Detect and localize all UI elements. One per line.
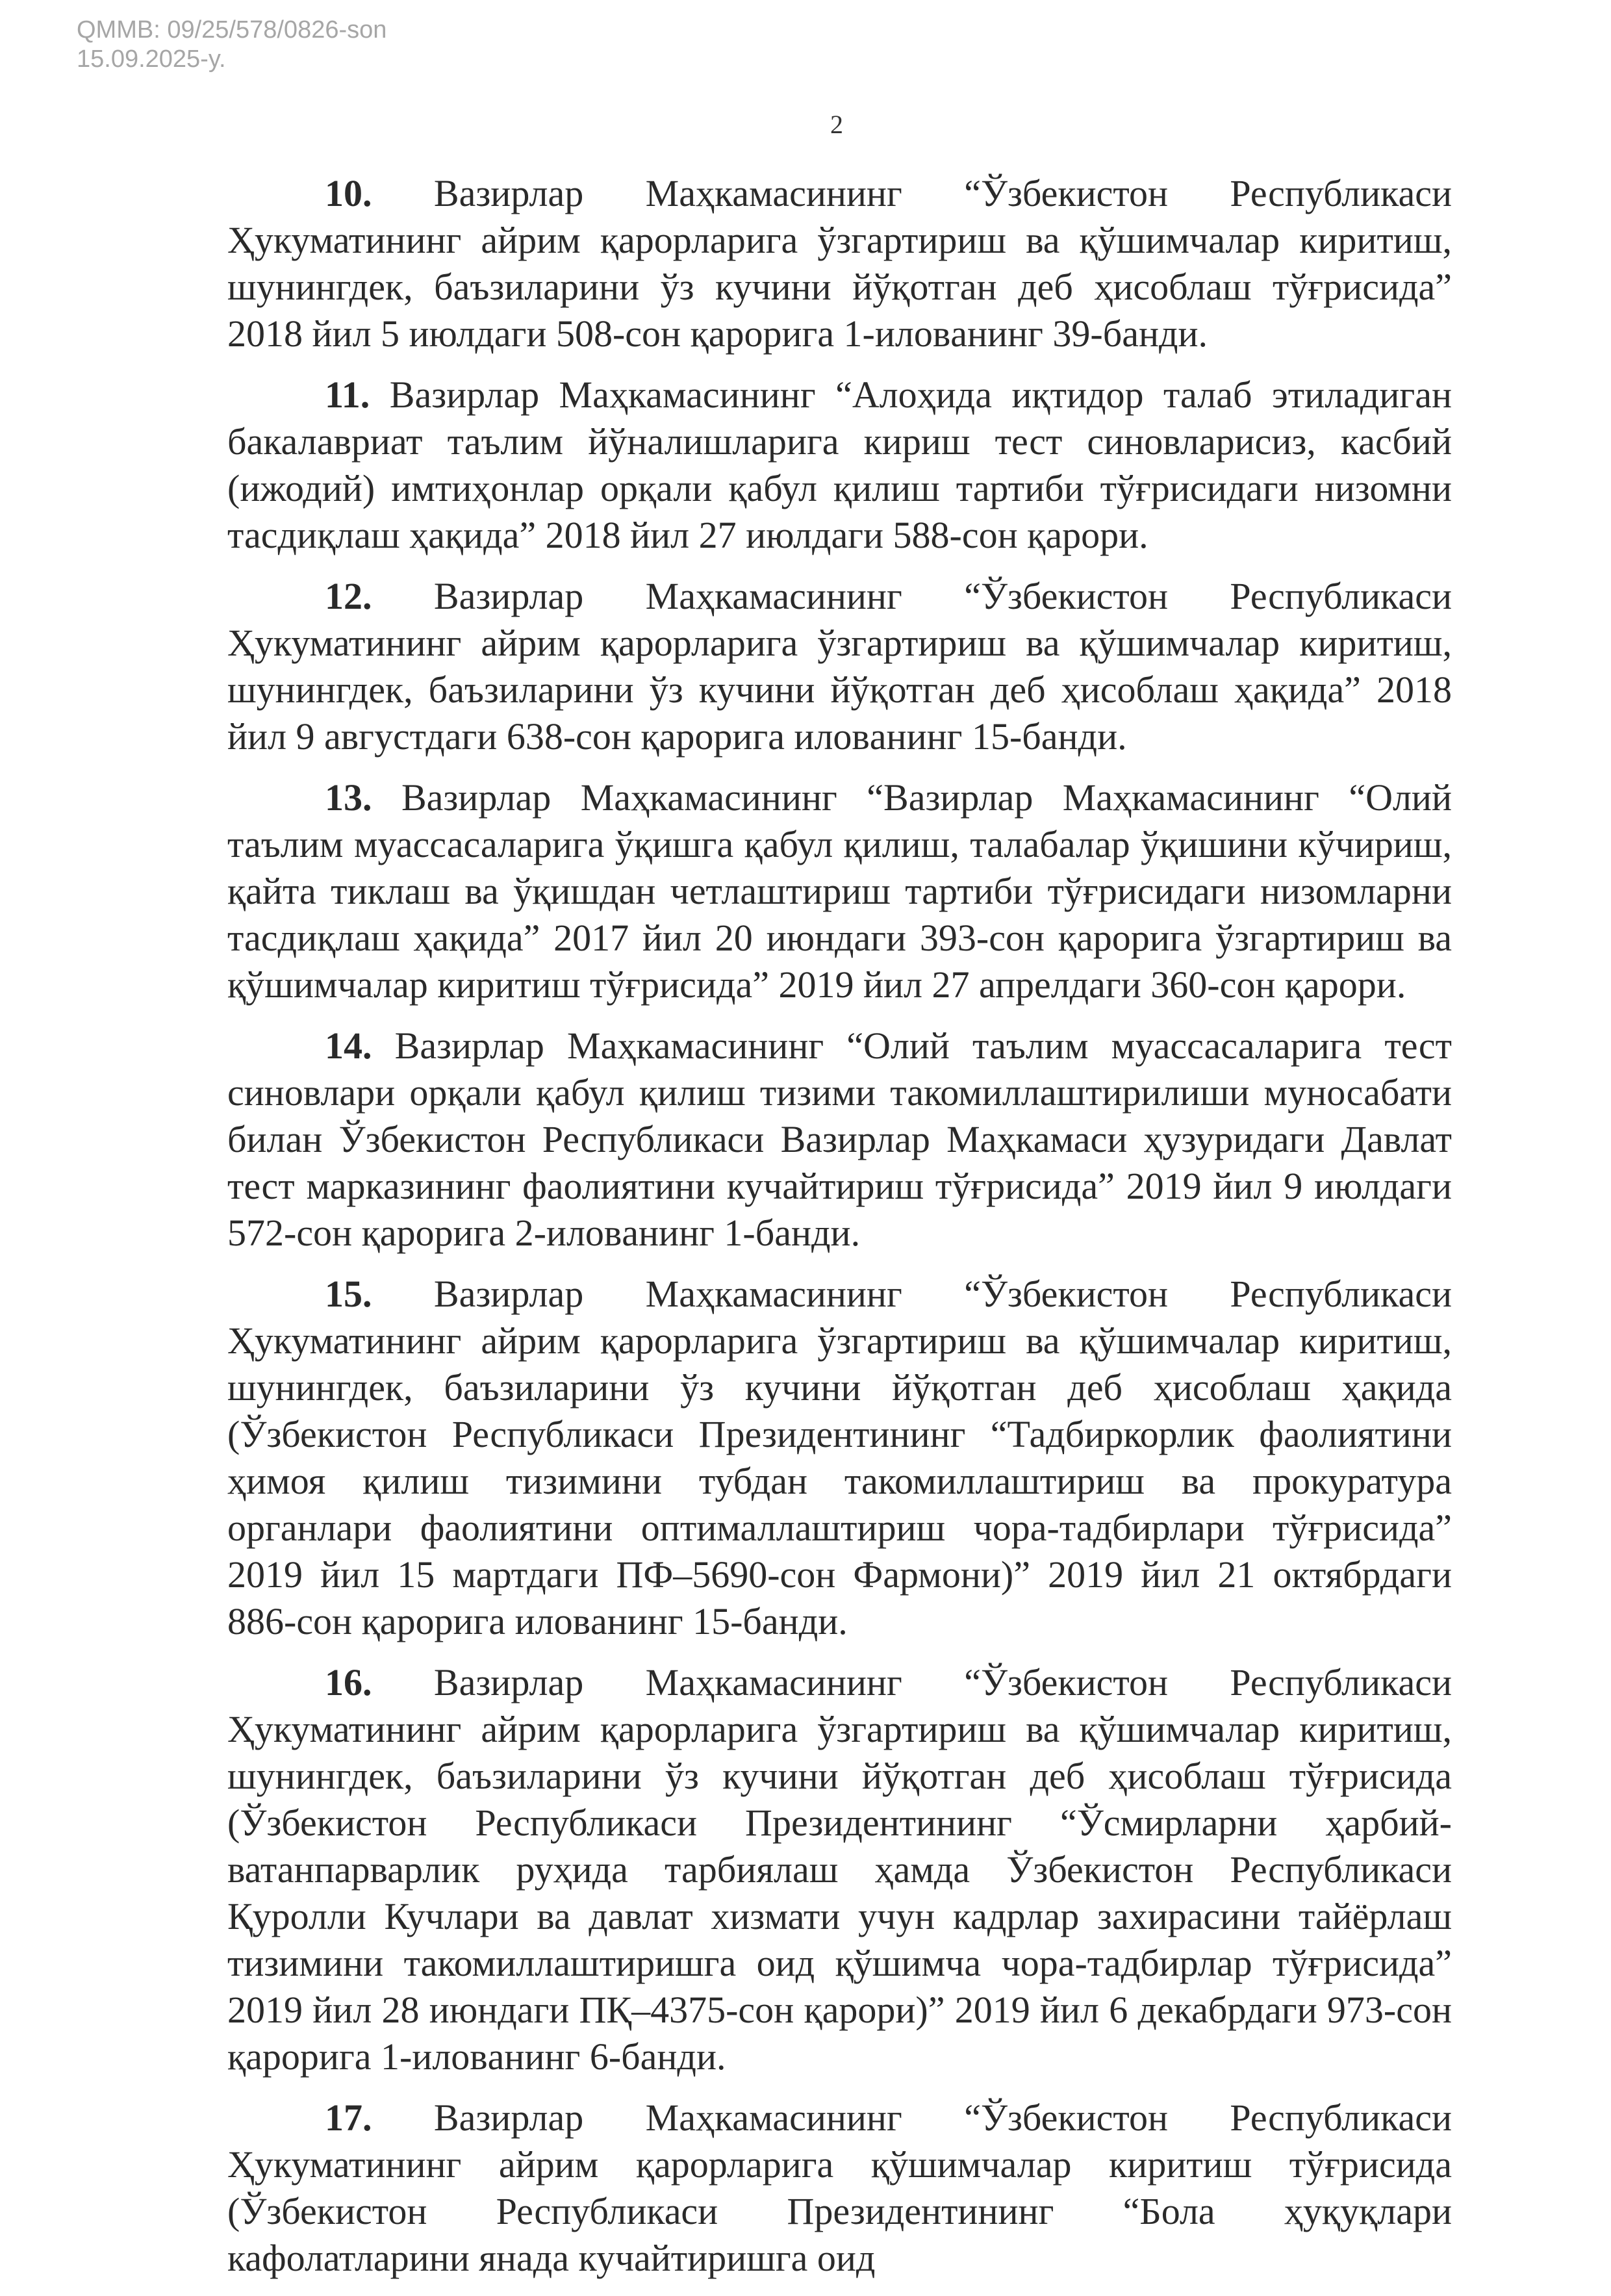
item-number: 11. [325, 374, 370, 416]
item-text: Вазирлар Маҳкамасининг “Вазирлар Маҳкамасининг “Олий таълим муассасаларига ўқишга қабул қилиш, талабалар ўқишини кўчириш, қайта тиклаш ва ўқишдан четлаштириш тартиби тўғрисидаги низомларни тасдиқлаш ҳақида” 2017 йил 20 июндаги 393-сон қарорига ўзгартириш ва қўшимчалар киритиш тўғрисида” 2019 йил 27 апрелдаги 360-сон қарори. [227, 776, 1452, 1006]
item-number: 16. [325, 1661, 372, 1703]
list-item [227, 573, 1452, 760]
item-number: 13. [325, 776, 372, 819]
item-text: Вазирлар Маҳкамасининг “Ўзбекистон Республикаси Ҳукуматининг айрим қарорларига ўзгартириш ва қўшимчалар киритиш, шунингдек, баъзиларини ўз кучини йўқотган деб ҳисоблаш тўғрисида (Ўзбекистон Республикаси Президентининг “Ўсмирларни ҳарбий-ватанпарварлик руҳида тарбиялаш ҳамда Ўзбекистон Республикаси Қуролли Кучлари ва давлат хизмати учун кадрлар захирасини тайёрлаш тизимини такомиллаштиришга оид қўшимча чора-тадбирлар тўғрисида” 2019 йил 28 июндаги ПҚ–4375-сон қарори)” 2019 йил 6 декабрдаги 973-сон қарорига 1-иловaнинг 6-банди. [227, 1661, 1452, 2078]
list-item [227, 170, 1452, 357]
list-item [227, 774, 1452, 1008]
item-text: Вазирлар Маҳкамасининг “Ўзбекистон Республикаси Ҳукуматининг айрим қарорларига қўшимчалар киритиш тўғрисида (Ўзбекистон Республикаси Президентининг “Бола ҳуқуқлари кафолатларини янада кучайтиришга оид [227, 2097, 1452, 2279]
item-number: 14. [325, 1025, 372, 1067]
item-number: 10. [325, 172, 372, 214]
item-text: Вазирлар Маҳкамасининг “Ўзбекистон Республикаси Ҳукуматининг айрим қарорларига ўзгартириш ва қўшимчалар киритиш, шунингдек, баъзиларини ўз кучини йўқотган деб ҳисоблаш ҳақида (Ўзбекистон Республикаси Президентининг “Тадбиркорлик фаолиятини ҳимоя қилиш тизимини тубдан такомиллаштириш ва прокуратура органлари фаолиятини оптималлаштириш чора-тадбирлари тўғрисида” 2019 йил 15 мартдаги ПФ–5690-сон Фармони)” 2019 йил 21 октябрдаги 886-сон қарорига иловaнинг 15-банди. [227, 1273, 1452, 1642]
list-item [227, 1659, 1452, 2080]
item-number: 17. [325, 2097, 372, 2139]
page-number: 2 [830, 110, 843, 139]
list-item [227, 372, 1452, 559]
item-text: Вазирлар Маҳкамасининг “Ўзбекистон Республикаси Ҳукуматининг айрим қарорларига ўзгартириш ва қўшимчалар киритиш, шунингдек, баъзиларини ўз кучини йўқотган деб ҳисоблаш тўғрисида” 2018 йил 5 июлдаги 508-сон қарорига 1-иловaнинг 39-банди. [227, 172, 1452, 355]
item-text: Вазирлар Маҳкамасининг “Ўзбекистон Республикаси Ҳукуматининг айрим қарорларига ўзгартириш ва қўшимчалар киритиш, шунингдек, баъзиларини ўз кучини йўқотган деб ҳисоблаш ҳақида” 2018 йил 9 августдаги 638-сон қарорига иловaнинг 15-банди. [227, 575, 1452, 758]
document-body [227, 170, 1452, 2296]
item-text: Вазирлар Маҳкамасининг “Олий таълим муассасаларига тест синовлари орқали қабул қилиш тизими такомиллаштирилиши муносабати билан Ўзбекистон Республикаси Вазирлар Маҳкамаси ҳузуридаги Давлат тест марказининг фаолиятини кучайтириш тўғрисида” 2019 йил 9 июлдаги 572-сон қарорига 2-иловaнинг 1-банди. [227, 1025, 1452, 1254]
item-number: 15. [325, 1273, 372, 1315]
registration-stamp [77, 16, 387, 74]
item-text: Вазирлар Маҳкамасининг “Алоҳида иқтидор талаб этиладиган бакалавриат таълим йўналишларига кириш тест синовларисиз, касбий (ижодий) имтиҳонлар орқали қабул қилиш тартиби тўғрисидаги низомни тасдиқлаш ҳақида” 2018 йил 27 июлдаги 588-сон қарори. [227, 374, 1452, 556]
registration-date: 15.09.2025-y. [77, 45, 226, 73]
list-item [227, 1271, 1452, 1645]
list-item [227, 1023, 1452, 1256]
item-number: 12. [325, 575, 372, 617]
list-item [227, 2095, 1452, 2282]
registration-number: QMMB: 09/25/578/0826-son [77, 16, 387, 44]
